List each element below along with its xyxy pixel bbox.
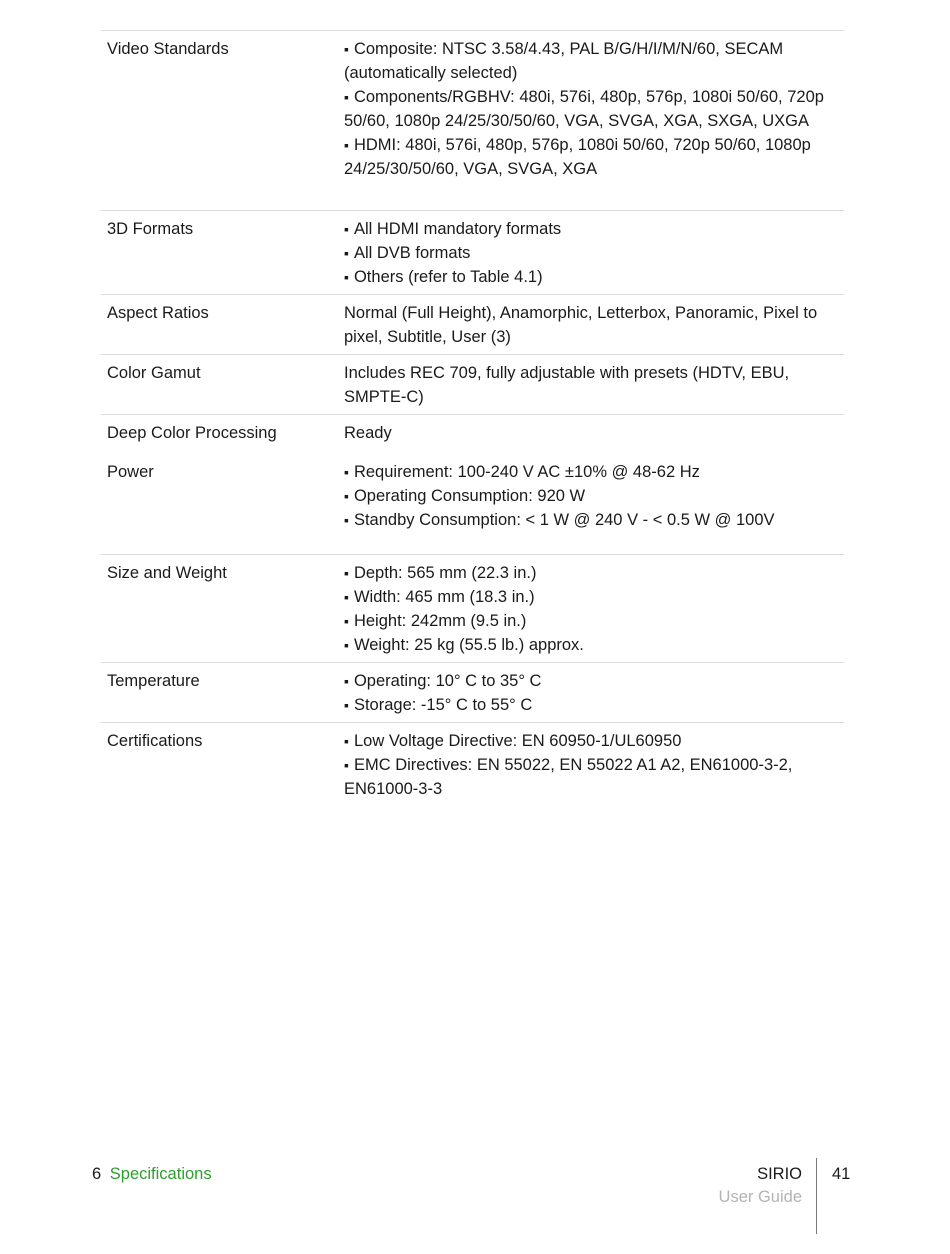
spec-bullet: ▪ EMC Directives: EN 55022, EN 55022 A1 A2, EN61000-3-2, EN61000-3-3 <box>344 753 836 801</box>
spec-row-aspect-ratios <box>101 295 844 355</box>
spec-label: Aspect Ratios <box>107 304 209 322</box>
spec-value <box>344 37 844 181</box>
spec-bullet: ▪ Operating Consumption: 920 W <box>344 484 836 508</box>
spec-row-video-standards <box>101 31 844 211</box>
spec-label: Size and Weight <box>107 564 227 582</box>
spec-row-3d-formats <box>101 211 844 295</box>
spec-label: Power <box>107 463 154 481</box>
chapter-number: 6 <box>92 1165 102 1183</box>
spec-label: Color Gamut <box>107 364 201 382</box>
spec-bullet: ▪ Low Voltage Directive: EN 60950-1/UL60950 <box>344 729 836 753</box>
spec-bullet: ▪ All DVB formats <box>344 241 836 265</box>
spec-value <box>344 217 844 289</box>
footer-chapter <box>92 1163 212 1185</box>
footer-doc <box>719 1163 802 1209</box>
spec-row-certifications <box>101 723 844 806</box>
spec-row-temperature <box>101 663 844 723</box>
chapter-title: Specifications <box>109 1165 212 1183</box>
spec-bullet: ▪ Standby Consumption: < 1 W @ 240 V - < 0.5 W @ 100V <box>344 508 836 532</box>
spec-value: Normal (Full Height), Anamorphic, Letterbox, Panoramic, Pixel to pixel, Subtitle, User (3) <box>344 304 818 346</box>
spec-table <box>101 30 844 806</box>
spec-bullet: ▪ HDMI: 480i, 576i, 480p, 576p, 1080i 50/60, 720p 50/60, 1080p 24/25/30/50/60, VGA, SVGA, XGA <box>344 133 836 181</box>
spec-bullet: ▪ Others (refer to Table 4.1) <box>344 265 836 289</box>
spec-bullet: ▪ Width: 465 mm (18.3 in.) <box>344 585 836 609</box>
spec-bullet: ▪ Storage: -15° C to 55° C <box>344 693 836 717</box>
spec-label: Temperature <box>107 672 200 690</box>
spec-row-power <box>101 450 844 555</box>
spec-bullet: ▪ Operating: 10° C to 35° C <box>344 669 836 693</box>
spec-row-color-gamut <box>101 355 844 415</box>
spec-value: Ready <box>344 424 392 442</box>
spec-bullet: ▪ Weight: 25 kg (55.5 lb.) approx. <box>344 633 836 657</box>
spec-value <box>344 561 844 657</box>
spec-label: 3D Formats <box>107 220 194 238</box>
spec-row-deep-color <box>101 415 844 450</box>
doc-name: SIRIO <box>757 1165 802 1183</box>
spec-label: Video Standards <box>107 40 229 58</box>
spec-bullet: ▪ Composite: NTSC 3.58/4.43, PAL B/G/H/I/M/N/60, SECAM (automatically selected) <box>344 37 836 85</box>
spec-value: Includes REC 709, fully adjustable with presets (HDTV, EBU, SMPTE-C) <box>344 364 790 406</box>
doc-subtitle: User Guide <box>718 1188 802 1206</box>
footer-divider <box>816 1158 817 1234</box>
spec-value <box>344 669 844 717</box>
page-number: 41 <box>832 1165 851 1183</box>
spec-bullet: ▪ All HDMI mandatory formats <box>344 217 836 241</box>
spec-bullet: ▪ Depth: 565 mm (22.3 in.) <box>344 561 836 585</box>
spec-label: Certifications <box>107 732 203 750</box>
spec-label: Deep Color Processing <box>107 424 277 442</box>
spec-row-size-weight <box>101 555 844 663</box>
spec-value <box>344 460 844 532</box>
spec-bullet: ▪ Height: 242mm (9.5 in.) <box>344 609 836 633</box>
spec-bullet: ▪ Components/RGBHV: 480i, 576i, 480p, 576p, 1080i 50/60, 720p 50/60, 1080p 24/25/30/50/60, VGA, SVGA, XGA, SXGA, UXGA <box>344 85 836 133</box>
spec-value <box>344 729 844 801</box>
spec-bullet: ▪ Requirement: 100-240 V AC ±10% @ 48-62 Hz <box>344 460 836 484</box>
